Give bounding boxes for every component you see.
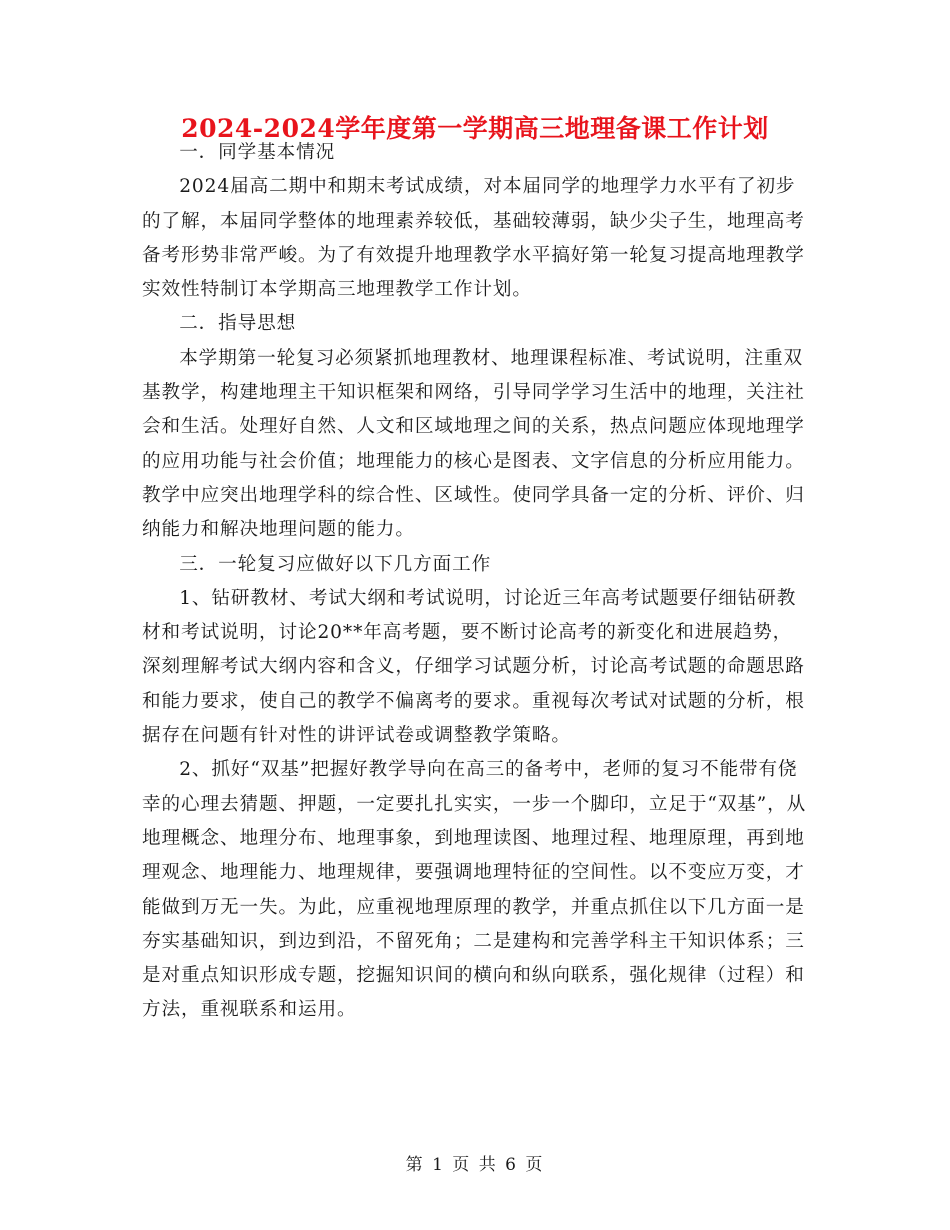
document-title: 2024-2024学年度第一学期高三地理备课工作计划 bbox=[181, 114, 769, 143]
paragraph-1: 2024届高二期中和期末考试成绩，对本届同学的地理学力水平有了初步的了解，本届同学整体的地理素养较低，基础较薄弱，缺少尖子生，地理高考备考形势非常严峻。为了有效提升地理教学水平搞好第一轮复习提高地理教学实效性特制订本学期高三地理教学工作计划。 bbox=[142, 176, 805, 301]
paragraph-4: 2、抓好“双基”把握好教学导向在高三的备考中，老师的复习不能带有侥幸的心理去猜题、押题，一定要扎扎实实，一步一个脚印，立足于“双基”，从地理概念、地理分布、地理事象，到地理读图、地理过程、地理原理，再到地理观念、地理能力、地理规律，要强调地理特征的空间性。以不变应万变，才能做到万无一失。为此，应重视地理原理的教学，并重点抓住以下几方面一是夯实基础知识，到边到沿，不留死角；二是建构和完善学科主干知识体系；三是对重点知识形成专题，挖掘知识间的横向和纵向联系，强化规律（过程）和方法，重视联系和运用。 bbox=[142, 759, 807, 1021]
paragraph-2: 本学期第一轮复习必须紧抓地理教材、地理课程标准、考试说明，注重双基教学，构建地理主干知识框架和网络，引导同学学习生活中的地理，关注社会和生活。处理好自然、人文和区域地理之间的关系，热点问题应体现地理学的应用功能与社会价值；地理能力的核心是图表、文字信息的分析应用能力。教学中应突出地理学科的综合性、区域性。使同学具备一定的分析、评价、归纳能力和解决地理问题的能力。 bbox=[142, 347, 805, 541]
section-heading-3: 三．一轮复习应做好以下几方面工作 bbox=[179, 553, 492, 575]
page-footer bbox=[0, 1153, 950, 1177]
page-number: 第 1 页 共 6 页 bbox=[405, 1155, 545, 1175]
section-heading-1: 一．同学基本情况 bbox=[179, 142, 336, 163]
section-heading-2: 二．指导思想 bbox=[179, 313, 297, 335]
paragraph-3: 1、钻研教材、考试大纲和考试说明，讨论近三年高考试题要仔细钻研教材和考试说明，讨论20**年高考题，要不断讨论高考的新变化和进展趋势，深刻理解考试大纲内容和含义，仔细学习试题分析，讨论高考试题的命题思路和能力要求，使自己的教学不偏离考的要求。重视每次考试对试题的分析，根据存在问题有针对性的讲评试卷或调整教学策略。 bbox=[142, 587, 805, 747]
document-body bbox=[142, 136, 810, 1028]
